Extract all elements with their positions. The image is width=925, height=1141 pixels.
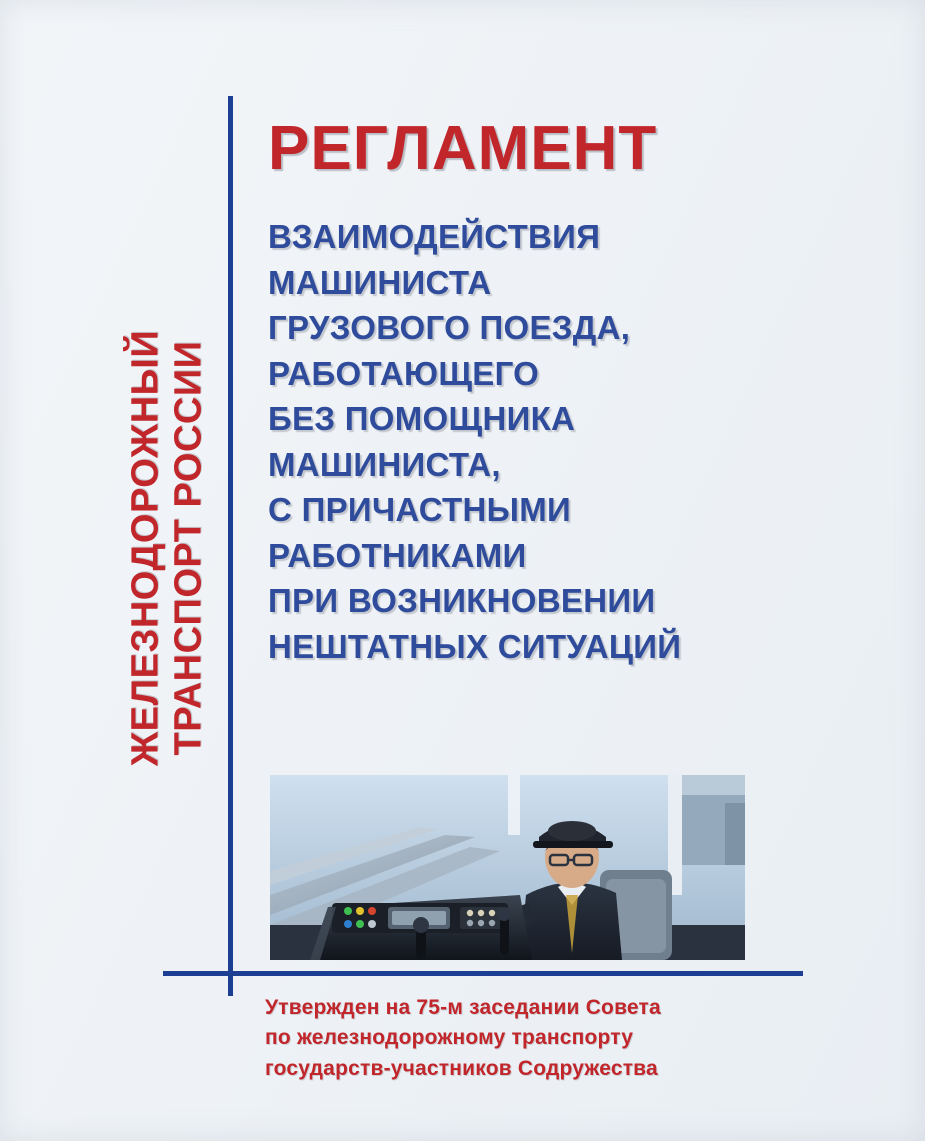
subtitle-line-7: С ПРИЧАСТНЫМИ <box>268 491 572 529</box>
locomotive-cab-photo-illustration <box>270 775 745 960</box>
series-title-text <box>124 330 209 766</box>
horizontal-divider-rule <box>163 971 803 976</box>
subtitle-line-9: ПРИ ВОЗНИКНОВЕНИИ <box>268 582 656 620</box>
approval-note-line-2: по железнодорожному транспорту <box>265 1026 634 1050</box>
approval-note-line-1: Утвержден на 75-м заседании Совета <box>265 996 661 1019</box>
series-title-line-1: ЖЕЛЕЗНОДОРОЖНЫЙ <box>124 329 167 767</box>
subtitle-line-8: РАБОТНИКАМИ <box>268 536 527 574</box>
subtitle-line-6: МАШИНИСТА, <box>268 445 501 483</box>
subtitle-line-2: МАШИНИСТА <box>268 263 492 301</box>
approval-note <box>265 993 865 1084</box>
subtitle-line-1: ВЗАИМОДЕЙСТВИЯ <box>268 218 601 255</box>
subtitle-line-3: ГРУЗОВОГО ПОЕЗДА, <box>268 309 631 347</box>
cover-photo <box>270 775 745 960</box>
series-title-line-2: ТРАНСПОРТ РОССИИ <box>167 340 209 756</box>
series-title <box>104 108 230 988</box>
subtitle-line-10: НЕШТАТНЫХ СИТУАЦИЙ <box>268 627 682 665</box>
subtitle-line-4: РАБОТАЮЩЕГО <box>268 354 540 392</box>
page-title: РЕГЛАМЕНТ <box>268 114 658 183</box>
approval-note-line-3: государств-участников Содружества <box>265 1056 658 1080</box>
page-subtitle <box>268 214 888 669</box>
subtitle-line-5: БЕЗ ПОМОЩНИКА <box>268 400 576 438</box>
